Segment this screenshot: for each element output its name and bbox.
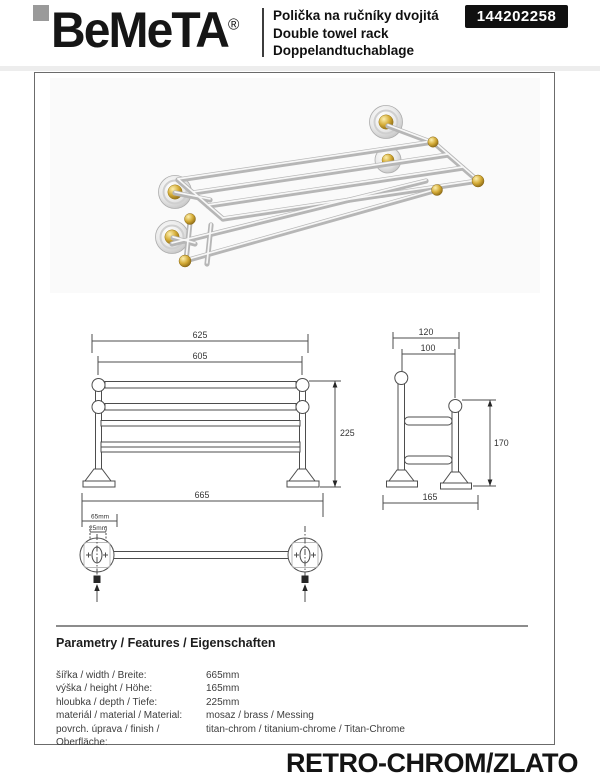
parameters-divider — [56, 625, 528, 627]
dim-side-outer: 120 — [418, 327, 434, 337]
param-label: materiál / material / Material: — [56, 710, 183, 722]
parameters-title: Parametry / Features / Eigenschaften — [56, 636, 276, 650]
product-name-cs: Polička na ručníky dvojitá — [273, 8, 439, 23]
table-row — [56, 723, 405, 750]
table-row — [56, 669, 405, 682]
side-view — [383, 332, 496, 510]
table-row — [56, 696, 405, 709]
dim-front-inner: 605 — [192, 351, 208, 361]
brand-text: BeMeTA — [51, 2, 228, 58]
table-row — [56, 709, 405, 722]
registered-mark: ® — [227, 16, 240, 34]
param-label: výška / height / Höhe: — [56, 683, 153, 695]
dim-front-total: 665 — [194, 490, 210, 500]
param-value: 665mm — [206, 670, 240, 681]
dim-front-height: 225 — [340, 428, 355, 438]
dim-side-height: 170 — [494, 438, 509, 448]
dim-mount-span: 65mm — [90, 513, 110, 521]
dim-mount-inner: 25mm — [88, 525, 108, 532]
dim-side-inner: 100 — [420, 343, 436, 353]
header-divider — [262, 8, 264, 57]
mount-detail — [80, 514, 322, 602]
param-value: 165mm — [206, 683, 240, 695]
product-name-en: Double towel rack — [273, 25, 389, 41]
parameters-table — [56, 669, 405, 749]
param-label: šířka / width / Breite: — [56, 670, 147, 681]
param-value: 225mm — [206, 696, 240, 708]
logo-square-mark — [33, 5, 49, 21]
table-row — [56, 682, 405, 695]
product-code-badge: 144202258 — [465, 5, 568, 28]
param-label: hloubka / depth / Tiefe: — [56, 696, 158, 708]
product-name-de: Doppelandtuchablage — [273, 43, 415, 58]
product-photo — [50, 78, 540, 293]
front-view — [82, 334, 341, 527]
param-label: povrch. úprava / finish / Oberfläche: — [56, 723, 160, 749]
param-value: mosaz / brass / Messing — [206, 710, 314, 722]
dim-side-total: 165 — [422, 492, 438, 502]
dim-front-outer: 625 — [192, 330, 208, 340]
technical-drawing — [35, 320, 555, 630]
product-names — [273, 7, 439, 60]
brand-logo — [51, 2, 239, 58]
header-rule — [0, 66, 600, 71]
series-name: RETRO-CHROM/ZLATO — [286, 748, 578, 778]
param-value: titan-chrom / titanium-chrome / Titan-Chrome — [206, 723, 405, 735]
